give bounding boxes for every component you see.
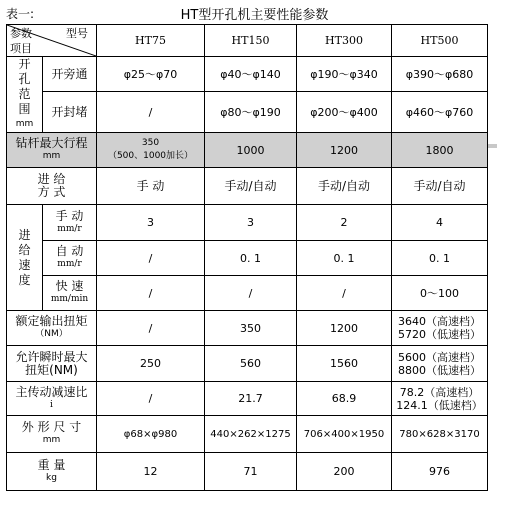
row-label: 方 式 bbox=[37, 185, 66, 199]
table-cell: 3 bbox=[205, 205, 297, 241]
table-cell bbox=[97, 133, 205, 168]
row-label-cell bbox=[43, 205, 97, 241]
cell-line: 350 bbox=[141, 138, 160, 148]
row-label: 外 形 尺 寸 bbox=[21, 420, 82, 434]
row-label-cell bbox=[7, 346, 97, 382]
feed-speed-group-label: 进给速度 bbox=[18, 227, 31, 287]
table-cell: 12 bbox=[97, 453, 205, 491]
table-cell: 1000 bbox=[205, 133, 297, 168]
table-cell: 780×628×3170 bbox=[392, 416, 488, 453]
row-label: 主传动减速比 bbox=[15, 384, 88, 399]
table-cell: 250 bbox=[97, 346, 205, 382]
row-unit: mm/r bbox=[57, 223, 82, 234]
table-cell: 21.7 bbox=[205, 382, 297, 416]
header-param: 参数 bbox=[10, 27, 32, 40]
table-cell: 0～100 bbox=[392, 276, 488, 311]
row-unit: mm/min bbox=[50, 294, 89, 304]
row-label: 自 动 bbox=[55, 244, 84, 258]
table-cell: 440×262×1275 bbox=[205, 416, 297, 453]
table-label: 表一: bbox=[6, 7, 35, 21]
table-cell: 手动/自动 bbox=[297, 168, 392, 205]
table-row bbox=[7, 346, 488, 382]
table-cell: 手动/自动 bbox=[205, 168, 297, 205]
header-corner-cell bbox=[7, 25, 97, 57]
table-cell: 手 动 bbox=[97, 168, 205, 205]
table-cell: 350 bbox=[205, 311, 297, 346]
table-cell: 1560 bbox=[297, 346, 392, 382]
row-label-cell bbox=[7, 311, 97, 346]
table-cell: 71 bbox=[205, 453, 297, 491]
table-cell: / bbox=[205, 276, 297, 311]
row-label: 快 速 bbox=[55, 279, 84, 293]
table-cell: φ190～φ340 bbox=[297, 57, 392, 92]
table-cell: 4 bbox=[392, 205, 488, 241]
row-label: 手 动 bbox=[55, 208, 84, 223]
row-unit: kg bbox=[46, 472, 57, 483]
row-label: 额定输出扭矩 bbox=[15, 314, 88, 328]
cell-line: （500、1000加长） bbox=[107, 151, 194, 161]
model-cell: HT300 bbox=[297, 25, 392, 57]
table-cell: 2 bbox=[297, 205, 392, 241]
row-label-cell bbox=[7, 168, 97, 205]
table-row bbox=[7, 453, 488, 491]
table-cell: 1200 bbox=[297, 133, 392, 168]
row-label: 允许瞬时最大 bbox=[15, 349, 88, 364]
table-cell: φ40～φ140 bbox=[205, 57, 297, 92]
page-title: HT型开孔机主要性能参数 bbox=[180, 8, 329, 23]
cell-line: 5720（低速档） bbox=[398, 328, 481, 341]
row-label-cell bbox=[43, 276, 97, 311]
row-unit: （NM） bbox=[35, 329, 68, 339]
model-cell: HT150 bbox=[205, 25, 297, 57]
model-cell: HT500 bbox=[392, 25, 488, 57]
row-label: 扭矩(NM) bbox=[25, 362, 78, 377]
scroll-marker bbox=[488, 144, 497, 148]
table-cell: φ68×φ980 bbox=[97, 416, 205, 453]
table-row bbox=[7, 276, 488, 311]
table-cell: 1800 bbox=[392, 133, 488, 168]
table-cell bbox=[392, 311, 488, 346]
table-cell: φ80～φ190 bbox=[205, 92, 297, 133]
table-cell: φ390～φ680 bbox=[392, 57, 488, 92]
row-unit: mm bbox=[42, 151, 61, 161]
row-label-cell bbox=[7, 453, 97, 491]
table-row bbox=[7, 57, 488, 92]
table-cell: / bbox=[297, 276, 392, 311]
row-unit: mm/r bbox=[57, 259, 82, 269]
spec-table bbox=[6, 24, 488, 491]
table-row bbox=[7, 311, 488, 346]
row-label: 开封堵 bbox=[43, 92, 97, 133]
table-row bbox=[7, 241, 488, 276]
row-unit: mm bbox=[42, 435, 61, 445]
table-cell: / bbox=[97, 311, 205, 346]
row-label-cell bbox=[7, 416, 97, 453]
table-row bbox=[7, 92, 488, 133]
table-cell: 0. 1 bbox=[392, 241, 488, 276]
range-unit: mm bbox=[15, 119, 34, 129]
table-row bbox=[7, 205, 488, 241]
table-cell: 1200 bbox=[297, 311, 392, 346]
table-cell: 手动/自动 bbox=[392, 168, 488, 205]
table-cell: 3 bbox=[97, 205, 205, 241]
row-label-cell bbox=[43, 241, 97, 276]
cell-line: 5600（高速档） bbox=[398, 350, 481, 364]
table-cell: 0. 1 bbox=[297, 241, 392, 276]
range-group-label: 开孔范围 bbox=[18, 57, 31, 116]
table-cell bbox=[392, 346, 488, 382]
table-cell: / bbox=[97, 241, 205, 276]
row-label-cell bbox=[7, 133, 97, 168]
table-row bbox=[7, 133, 488, 168]
cell-line: 8800（低速档） bbox=[398, 363, 481, 377]
table-cell: φ460～φ760 bbox=[392, 92, 488, 133]
row-label: 重 量 bbox=[37, 457, 66, 472]
table-cell: / bbox=[97, 276, 205, 311]
table-cell: 200 bbox=[297, 453, 392, 491]
table-row bbox=[7, 416, 488, 453]
table-cell: 706×400×1950 bbox=[297, 416, 392, 453]
row-unit: i bbox=[50, 399, 53, 410]
table-cell: 0. 1 bbox=[205, 241, 297, 276]
header-row bbox=[7, 25, 488, 57]
model-cell: HT75 bbox=[97, 25, 205, 57]
table-cell: / bbox=[97, 92, 205, 133]
header-item: 项目 bbox=[10, 42, 32, 55]
cell-line: 78.2（高速档） bbox=[399, 385, 480, 399]
row-label: 进 给 bbox=[37, 172, 66, 186]
row-label-cell bbox=[7, 382, 97, 416]
table-cell: / bbox=[97, 382, 205, 416]
table-row bbox=[7, 382, 488, 416]
row-label: 钻杆最大行程 bbox=[15, 136, 88, 150]
table-cell: 976 bbox=[392, 453, 488, 491]
cell-line: 3640（高速档） bbox=[398, 315, 481, 328]
feed-speed-group-cell bbox=[7, 205, 43, 311]
header-model: 型号 bbox=[66, 27, 88, 40]
cell-line: 124.1（低速档） bbox=[396, 398, 483, 412]
row-label: 开旁通 bbox=[43, 57, 97, 92]
table-cell bbox=[392, 382, 488, 416]
table-cell: φ25～φ70 bbox=[97, 57, 205, 92]
table-cell: 560 bbox=[205, 346, 297, 382]
table-row bbox=[7, 168, 488, 205]
table-cell: φ200～φ400 bbox=[297, 92, 392, 133]
table-cell: 68.9 bbox=[297, 382, 392, 416]
range-group-cell bbox=[7, 57, 43, 133]
